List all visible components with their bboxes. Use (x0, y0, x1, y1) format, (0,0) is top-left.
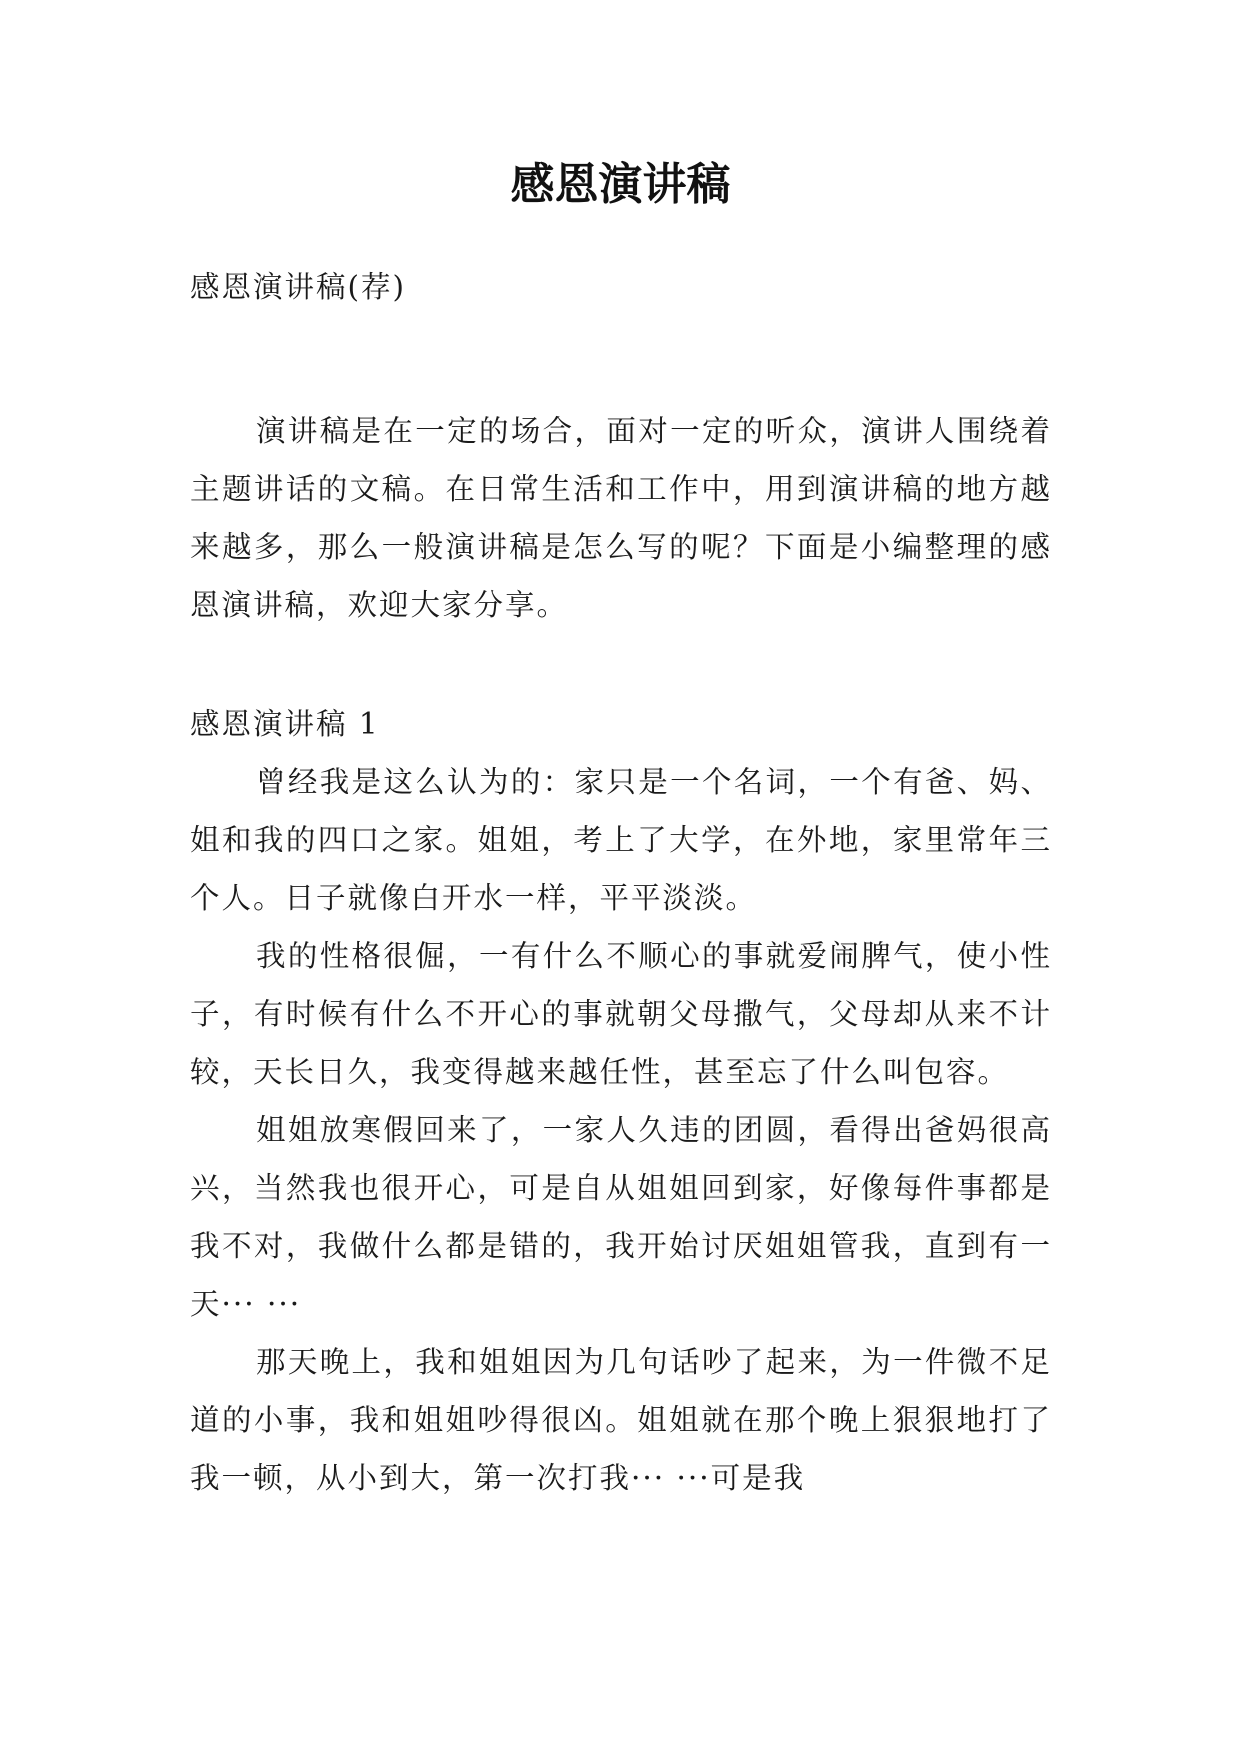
speech-body (190, 753, 1052, 1507)
section-heading: 感恩演讲稿 1 (190, 707, 380, 741)
body-paragraph: 那天晚上，我和姐姐因为几句话吵了起来，为一件微不足道的小事，我和姐姐吵得很凶。姐姐就在那个晚上狠狠地打了我一顿，从小到大，第一次打我··· ···可是我 (190, 1345, 1052, 1495)
body-paragraph: 我的性格很倔，一有什么不顺心的事就爱闹脾气，使小性子，有时候有什么不开心的事就朝父母撒气，父母却从来不计较，天长日久，我变得越来越任性，甚至忘了什么叫包容。 (190, 939, 1052, 1089)
document-subtitle: 感恩演讲稿(荐) (190, 270, 407, 304)
intro-paragraph: 演讲稿是在一定的场合，面对一定的听众，演讲人围绕着主题讲话的文稿。在日常生活和工作中，用到演讲稿的地方越来越多，那么一般演讲稿是怎么写的呢？下面是小编整理的感恩演讲稿，欢迎大家分享。 (190, 414, 1052, 622)
body-paragraph: 姐姐放寒假回来了，一家人久违的团圆，看得出爸妈很高兴，当然我也很开心，可是自从姐姐回到家，好像每件事都是我不对，我做什么都是错的，我开始讨厌姐姐管我，直到有一天··· ··· (190, 1113, 1052, 1321)
body-paragraph: 曾经我是这么认为的：家只是一个名词，一个有爸、妈、姐和我的四口之家。姐姐，考上了大学，在外地，家里常年三个人。日子就像白开水一样，平平淡淡。 (190, 765, 1052, 915)
document-title: 感恩演讲稿 (510, 159, 731, 210)
